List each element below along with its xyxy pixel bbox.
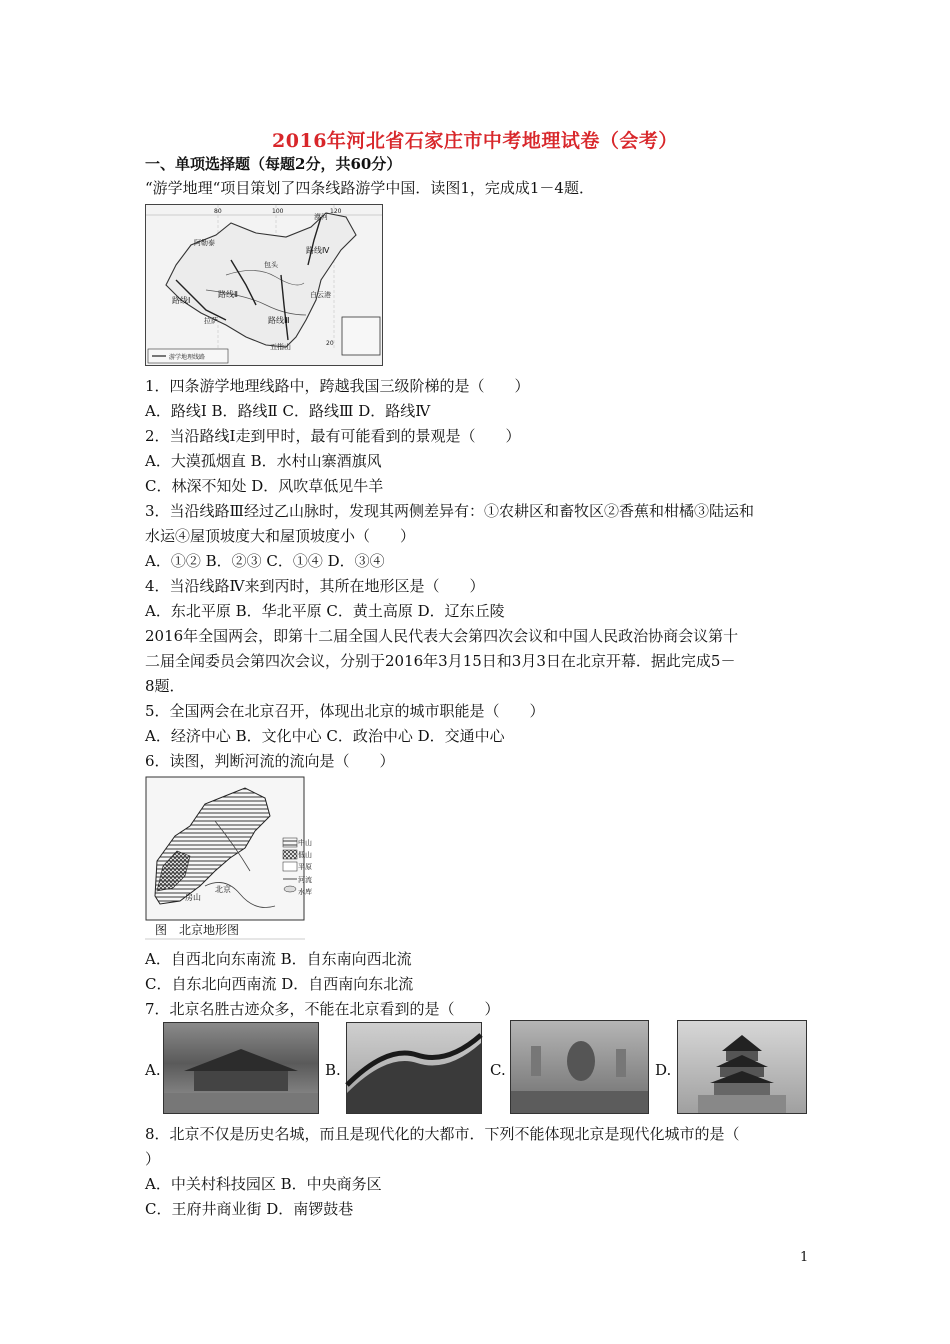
map-label: 路线Ⅲ: [268, 316, 290, 325]
map-label: 包头: [264, 261, 278, 269]
question-2-options: A．大漠孤烟直 B．水村山寨酒旗风: [145, 452, 382, 470]
question-3: 3．当沿线路Ⅲ经过乙山脉时，发现其两侧差异有：①农耕区和畜牧区②香蕉和柑橘③陆运和: [145, 502, 755, 520]
section-heading: 一、单项选择题（每题2分，共60分）: [145, 155, 402, 173]
map-legend-label: 低山: [298, 851, 312, 859]
intro-text: 2016年全国两会，即第十二届全国人民代表大会第四次会议和中国人民政治协商会议第十: [145, 627, 739, 645]
map-caption: 图 北京地形图: [155, 923, 240, 937]
intro-text: 二届全闻委员会第四次会议，分别于2016年3月15日和3月3日在北京开幕．据此完成5－: [145, 652, 736, 670]
map-label: 阿勒泰: [194, 239, 215, 247]
question-2-options: C．林深不知处 D．风吹草低见牛羊: [145, 477, 384, 495]
question-1-options: A．路线Ⅰ B．路线Ⅱ C．路线Ⅲ D．路线Ⅳ: [145, 402, 431, 420]
option-label: C.: [490, 1061, 506, 1079]
map-place: 北京: [215, 885, 231, 894]
question-3-options: A．①② B．②③ C．①④ D．③④: [145, 552, 385, 570]
map-legend-label: 水库: [298, 888, 312, 896]
intro-text: “游学地理“项目策划了四条线路游学中国．读图1，完成成1－4题．: [145, 179, 594, 197]
map-label: 路线Ⅳ: [306, 246, 330, 255]
map-label: 白云港: [310, 291, 331, 299]
map-place: 房山: [185, 893, 201, 902]
question-8-options: C．王府井商业街 D．南锣鼓巷: [145, 1200, 354, 1218]
intro-text: 8题．: [145, 677, 185, 695]
question-7: 7．北京名胜古迹众多，不能在北京看到的是（ ）: [145, 1000, 500, 1018]
question-5: 5．全国两会在北京召开，体现出北京的城市职能是（ ）: [145, 702, 545, 720]
option-label: D.: [655, 1061, 672, 1079]
question-8: 8．北京不仅是历史名城，而且是现代化的大都市．下列不能体现北京是现代化城市的是（: [145, 1125, 740, 1143]
map-label: 80: [214, 208, 222, 215]
map-label: 拉萨: [204, 317, 218, 325]
page-number: 1: [800, 1250, 809, 1265]
china-route-map: [145, 204, 383, 366]
option-label: B.: [325, 1061, 341, 1079]
map-label: 五指山: [270, 343, 291, 351]
question-2: 2．当沿路线Ⅰ走到甲时，最有可能看到的景观是（ ）: [145, 427, 521, 445]
question-8: ）: [145, 1150, 161, 1168]
question-6-options: A．自西北向东南流 B．自东南向西北流: [145, 950, 412, 968]
map-label: 漠河: [314, 213, 328, 221]
photo-great-wall: [346, 1022, 482, 1114]
beijing-terrain-map: [145, 776, 312, 941]
map-legend-label: 中山: [298, 839, 312, 847]
question-4: 4．当沿线路Ⅳ来到丙时，其所在地形区是（ ）: [145, 577, 485, 595]
map-legend-label: 游学地理线路: [169, 354, 206, 361]
page-title: 2016年河北省石家庄市中考地理试卷（会考）: [272, 130, 678, 152]
question-3: 水运④屋顶坡度大和屋顶坡度小（ ）: [145, 527, 416, 545]
question-8-options: A．中关村科技园区 B．中央商务区: [145, 1175, 382, 1193]
map-label: 路线Ⅱ: [218, 290, 238, 299]
map-legend-label: 平原: [298, 863, 312, 871]
photo-palace: [163, 1022, 319, 1114]
option-label: A.: [145, 1061, 161, 1079]
photo-temple-of-heaven: [677, 1020, 807, 1114]
question-4-options: A．东北平原 B．华北平原 C．黄土高原 D．辽东丘陵: [145, 602, 505, 620]
photo-grottoes: [510, 1020, 649, 1114]
map-label: 100: [272, 208, 284, 215]
question-5-options: A．经济中心 B．文化中心 C．政治中心 D．交通中心: [145, 727, 505, 745]
question-6: 6．读图，判断河流的流向是（ ）: [145, 752, 395, 770]
question-6-options: C．自东北向西南流 D．自西南向东北流: [145, 975, 414, 993]
map-label: 20: [326, 340, 334, 347]
question-1: 1．四条游学地理线路中，跨越我国三级阶梯的是（ ）: [145, 377, 530, 395]
map-legend-label: 河流: [298, 876, 312, 884]
map-label: 路线Ⅰ: [172, 296, 191, 305]
map-label: 120: [330, 208, 342, 215]
